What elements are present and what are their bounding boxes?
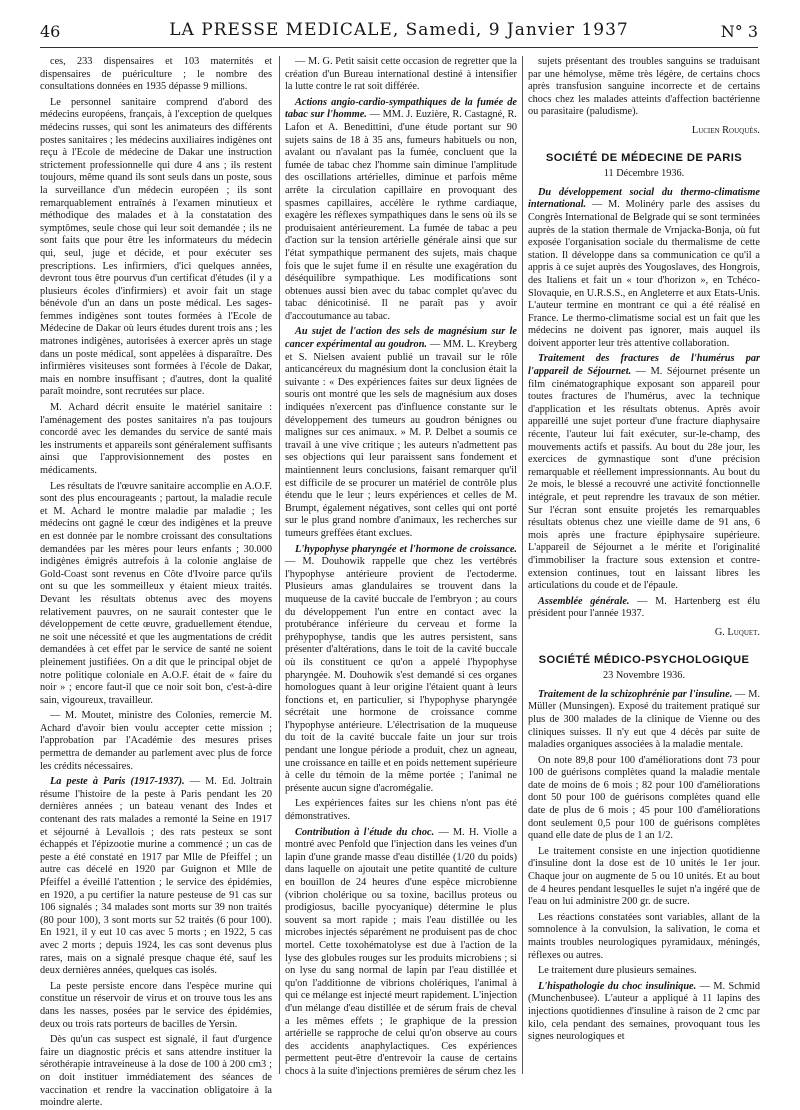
paragraph: ces, 233 dispensaires et 103 maternités et dispensaires de puériculture ; le nombre des consultations données en 1935 dépasse 9 millions. bbox=[40, 56, 272, 93]
issue-number: N° 3 bbox=[720, 22, 758, 41]
column-3 bbox=[528, 56, 760, 1074]
paragraph: Les expériences faites sur les chiens n'ont pas été démonstratives. bbox=[285, 798, 517, 823]
session-date: 11 Décembre 1936. bbox=[603, 168, 685, 180]
paragraph: — M. G. Petit saisit cette occasion de regretter que la création d'un Bureau international destiné à intensifier la lutte contre le rat soit différée. bbox=[285, 56, 517, 93]
column-1 bbox=[40, 56, 272, 1109]
paragraph: Traitement de la schizophrénie par l'insuline. — M. Müller (Munsingen). Exposé du traitement pratiqué sur plus de 300 malades de la clinique de Vienne ou des cliniques suisses. Il n'y eut que 4 décès par suite de maladies organiques associées à la maladie mentale. bbox=[528, 688, 760, 751]
paragraph: Au sujet de l'action des sels de magnésium sur le cancer expérimental au goudron. — MM. L. Kreyberg et S. Nielsen avaient publié un travail sur le rôle anticancéreux du magnésium dont la conclusion était la suivante : « Des expériences faites sur deux lignées de souris ont montré que les sels de magnésium aux doses indiquées n'exercent pas d'influence constante sur le développement des tumeurs au goudron bénignes ou malignes sur ces animaux. » M. P. Delbet a soumis ce travail à une vive critique ; les auteurs n'admettent pas ses objections qui leur paraissent sans fondement et maintiennent leurs conclusions, faisant remarquer qu'il est difficile de se procurer un matériel de contrôle plus étendu que le leur ; leurs expériences et celles de M. Brumpt, également négatives, sont celles qui ont porté sur le plus grand nombre d'animaux, les recherches sur tumeurs greffées étant exclues. bbox=[285, 326, 517, 539]
paragraph: Le traitement dure plusieurs semaines. bbox=[538, 965, 697, 977]
paragraph: Le personnel sanitaire comprend d'abord des médecins européens, français, à l'exception de quelques médecins russes, qui sont les animateurs des différents postes sanitaires ; les médecins auxiliaires indigènes ont reçu à l'Ecole de médecine de Dakar une instruction strictement professionnelle qui dure 4 ans ; ils restent toujours, même quand ils sont seuls dans un poste, sous la surveillance d'un médecin européen ; ils sont remarquablement entraînés à l'examen minutieux et méthodique des malades et à la constatation des symptômes, seule chose qui leur soit demandée ; ils ne sont faits que pour être les informateurs du médecin qui, seul, juge et décide, et pour exécuter ses prescriptions. Les infirmiers, d'ici quelques années, devront tous être pourvus d'un certificat d'études (il y a plusieurs écoles d'infirmiers) et avoir fait un stage bénévole d'un an dans un poste médical. Les sages-femmes indigènes sont toutes formées à l'Ecole de Médecine de Dakar où leurs études durent trois ans ; les matrones indigènes, autorisées à exercer après un stage dans un poste médical, sont appelées à disparaître. Des infirmières visiteuses sont formées à l'école de Dakar, mais en nombre insuffisant ; d'autres, dont la qualité paraît moindre, sont recrutées sur place. bbox=[40, 96, 272, 398]
column-divider-1 bbox=[279, 56, 280, 1074]
author-signature: G. Luquet. bbox=[714, 626, 760, 638]
paragraph: Du développement social du thermo-climatisme international. — M. Molinéry parle des assises du Congrès International de Belgrade qui se sont terminées auprès de la station thermale de Vrnjacka-Bonja, où fut exposée l'organisation sociale du thermalisme de cette station. Il développe dans sa communication ce qu'il a appris à ce sujet auprès des Yougoslaves, des Hongrois, des Italiens et fait un « tour d'horizon », en Tchéco-Slovaquie, en U.R.S.S., en Angleterre et aux Etats-Unis. L'auteur termine en montrant ce qui a été réalisé en France. Le thermo-climatisme social est un fait que les médecins ne doivent pas ignorer, mais auquel ils doivent apporter leur très attentive collaboration. bbox=[528, 186, 760, 349]
paragraph: On note 89,8 pour 100 d'améliorations dont 73 pour 100 de guérisons complètes quand la maladie mentale date de moins de 6 mois ; 82 pour 100 d'améliorations dont 50 pour 100 de guérisons complètes quand elle date de plus de 6 mois ; 45 pour 100 d'améliorations dont seulement 0,5 pour 100 de guérisons complètes quand elle date de plus de 1 an 1/2. bbox=[528, 754, 760, 842]
paragraph: sujets présentant des troubles sanguins se traduisant par une hémolyse, même très légère, de certains chocs après transfusion sanguine incorrecte et de certains chocs chez les malades atteints d'affection bactérienne ou parasitaire (paludisme). bbox=[528, 56, 760, 118]
header-rule bbox=[40, 47, 758, 48]
paragraph: Le traitement consiste en une injection quotidienne d'insuline dont la dose est de 10 unités le 1er jour. Chaque jour on augmente de 5 ou 10 unités. Et au bout de 4 heures pendant lesquelles le sujet n'a ingéré que de l'eau on lui administre 200 gr. de sucre. bbox=[528, 845, 760, 908]
paragraph: Les résultats de l'œuvre sanitaire accomplie en A.O.F. sont des plus encourageants ; partout, la maladie recule et M. Achard le montre maladie par maladie ; les médecins ont gagné le cœur des indigènes et la preuve en est donnée par le nombre croissant des consultations demandées par les mères pour leurs enfants ; 30.000 indigènes émigrés autrefois à la colonie anglaise de Gold-Coast sont revenus en Côte d'Ivoire parce qu'ils ont su que les sommeilleux y étaient mieux traités. Devant les résultats obtenus avec des moyens relativement pauvres, on ne saurait contester que le développement de cette œuvre, graduellement étendue, ne soit une nécessité et que les augmentations de crédit demandées à cet effet par le service de santé ne soient pleinement justifiées. On a dit que le principal objet de notre politique coloniale en A.O.F. était de « faire du noir » ; encore faut-il que ce noir soit bon, c'est-à-dire sain, vigoureux, travailleur. bbox=[40, 480, 272, 706]
paragraph: L'hispathologie du choc insulinique. — M. Schmid (Munchenbusee). L'auteur a appliqué à 11 lapins des injections quotidiennes d'insuline à raison de 2 cmc par kilo, cela pendant des semaines, provoquant tous les signes neurologiques et bbox=[528, 980, 760, 1043]
column-divider-2 bbox=[522, 56, 523, 1074]
page-header bbox=[40, 18, 758, 44]
paragraph: — M. Moutet, ministre des Colonies, remercie M. Achard d'avoir bien voulu accepter cette mission ; l'approbation par l'Académie des mesures prises permettra de demander au parlement avec plus de force les crédits nécessaires. bbox=[40, 710, 272, 772]
paragraph: L'hypophyse pharyngée et l'hormone de croissance. — M. Douhowik rappelle que chez les vertébrés l'hypophyse antérieure provient de l'ectoderme. Plusieurs amas glandulaires se trouvent dans la muqueuse de la cavité buccale de l'embryon ; au cours du développement l'un entre en contact avec la protubérance inférieure du cerveau et forme la préhypophyse, tandis que les autres persistent, sans présenter d'altérations, dans le toit de la cavité buccale où ils constituent ce qu'on a appelé l'hypophyse pharyngée. M. Douhowik s'est demandé si ces organes homologues quant à leur origine l'étaient quant à leurs fonctions et, en particulier, si l'hypophyse pharyngée sécrétait une hormone de croissance comme l'hypophyse antérieure. L'électrisation de la muqueuse du toit de la cavité buccale faite un jour sur trois pendant une longue période a produit, chez un agneau, une croissance en taille et en poids nettement supérieure à celle du témoin de la même portée ; l'animal ne présente aucun signe d'acromégalie. bbox=[285, 543, 517, 794]
paragraph: La peste persiste encore dans l'espèce murine qui constitue un réservoir de virus et on trouve tous les ans dans les nasses, posées par le service des épidémies, deux ou trois rats porteurs de bacilles de Yersin. bbox=[40, 980, 272, 1030]
paragraph: Actions angio-cardio-sympathiques de la fumée de tabac sur l'homme. — MM. J. Euzière, R. Castagné, R. Lafon et A. Benedittini, d'une étude portant sur 90 sujets sains de 18 à 35 ans, fumeurs habituels ou non, avalant ou n'avalant pas la fumée, concluent que la fumée de tabac chez l'homme sain diminue l'amplitude des oscillations artérielles, diminue et parfois même arrête la circulation capillaire en provoquant des spasmes capillaires, accélère le rythme cardiaque, exagère les réflexes sympathiques dans le sens où ils se produisaient antérieurement. La fumée de tabac a peu d'action sur la tension artérielle générale ainsi que sur l'état sympathique permanent des sujets, mais chaque fois que le sujet fume il en résulte une exagération du déséquilibre sympathique. Les modifications sont obtenues aussi bien avec du tabac complet qu'avec du tabac dénicotinisé. Il ne paraît pas y avoir d'accoutumance au tabac. bbox=[285, 96, 517, 322]
page-number: 46 bbox=[40, 22, 61, 41]
session-date: 23 Novembre 1936. bbox=[602, 670, 686, 682]
author-signature: Lucien Rouquès. bbox=[691, 124, 760, 136]
paragraph: M. Achard décrit ensuite le matériel sanitaire : l'aménagement des postes sanitaires n'a pas toujours concordé avec les demandes du service de santé mais les instruments et appareils sont généralement suffisants ainsi que l'approvisionnement des postes en médicaments. bbox=[40, 402, 272, 476]
paragraph: Les réactions constatées sont variables, allant de la somnolence à la convulsion, la salivation, le coma et maints troubles neurologiques pyramidaux, méningés, réflexes ou autres. bbox=[528, 911, 760, 961]
paragraph: Assemblée générale. — M. Hartenberg est élu président pour l'année 1937. bbox=[528, 595, 760, 620]
paragraph: Contribution à l'étude du choc. — M. H. Violle a montré avec Penfold que l'injection dans les veines d'un lapin d'une grande masse d'eau distillée (1/20 du poids) dans laquelle on ajoutait une petite quantité de culture en bouillon de 24 heures d'une espèce microbienne (vibrion cholérique ou sa toxine, bacillus proteus ou prodigiosus, bacille pyocyanique) détermine le plus souvent sa mort rapide ; mais l'eau distillée ou les microbes injectés séparément ne produisent pas de choc mortel. Cette toxohématolyse est due à l'action de la lyse des globules rouges sur les produits microbiens ; si on lyse du sang normal de lapin par l'eau distillée et qu'on l'additionne de vibrions cholériques, l'animal à qui ce mélange est injecté meurt rapidement. L'injection d'un mélange d'eau distillée et de sérum frais de cheval a les mêmes effets ; le graphique de la pression artérielle se rapproche de celui qu'on observe au cours des accidents anaphylactiques. Ces expériences permettent peut-être d'entrevoir la cause de certains chocs à la suite d'injections premières de sérum chez les bbox=[285, 826, 518, 1077]
column-2 bbox=[285, 56, 518, 1077]
journal-title: LA PRESSE MEDICALE, Samedi, 9 Janvier 1937 bbox=[169, 20, 629, 40]
society-heading: SOCIÉTÉ MÉDICO-PSYCHOLOGIQUE bbox=[538, 653, 750, 666]
paragraph: Traitement des fractures de l'humérus par l'appareil de Séjournet. — M. Séjournet présente un film cinématographique exposant son appareil pour toutes fractures de l'humérus, avec la technique d'application et les résultats obtenus. Après avoir appareillé une sujet porteur d'une fracture diaphysaire récente, l'auteur lui fait exécuter, sur-le-champ, des mouvements actifs et passifs. Au bout du 28e jour, les exercices de gymnastique sont d'une précision remarquable et réellement impressionnants. Au bout du 2e mois, le blessé a recouvré une activité fonctionnelle intégrale, et peut reprendre les travaux de son métier. Sur l'écran sont ensuite projetés les remarquables résultats obtenus chez une vieille dame de 91 ans, 6 mois après une fracture épiphysaire supérieure. L'appareil de Séjournet a le mérite et l'originalité d'immobiliser la fracture sous extension et contre-extension continues, tout en laissant libres les articulations du coude et de l'épaule. bbox=[528, 353, 760, 592]
society-heading: SOCIÉTÉ DE MÉDECINE DE PARIS bbox=[545, 151, 743, 164]
paragraph: La peste à Paris (1917-1937). — M. Ed. Joltrain résume l'histoire de la peste à Paris pendant les 20 dernières années ; un bateau venant des Indes et contenant des rats malades a remonté la Seine en 1917 et séjourné à Levallois ; des rats pesteux se sont échappés et l'épizootie murine a commencé ; un cas de peste a été constaté en 1917 par Mlle de Pfeiffel ; un autre cas décelé en 1920 par Guignon et Mlle de Pfeiffel a éveillé l'attention ; le service des épidémies, en 1920, a pu certifier la nature pesteuse de 91 cas sur 106 signalés ; 34 malades sont morts sur 39 non traités (80 pour 100), 3 sont morts sur 52 traités (6 pour 100). En 1921, il y eut 10 cas avec 5 morts ; en 1922, 5 cas avec 2 morts ; depuis 1924, les cas sont devenus plus rares, mais on a signalé presque chaque été, sauf les deux dernières années, quelques cas isolés. bbox=[40, 776, 272, 977]
paragraph: Dès qu'un cas suspect est signalé, il faut d'urgence faire un diagnostic précis et sans attendre instituer la sérothérapie intraveineuse à la dose de 100 à 200 cm3 ; on doit instituer immédiatement des séances de vaccination et rendre la vaccination obligatoire à la moindre alerte. bbox=[40, 1034, 272, 1109]
